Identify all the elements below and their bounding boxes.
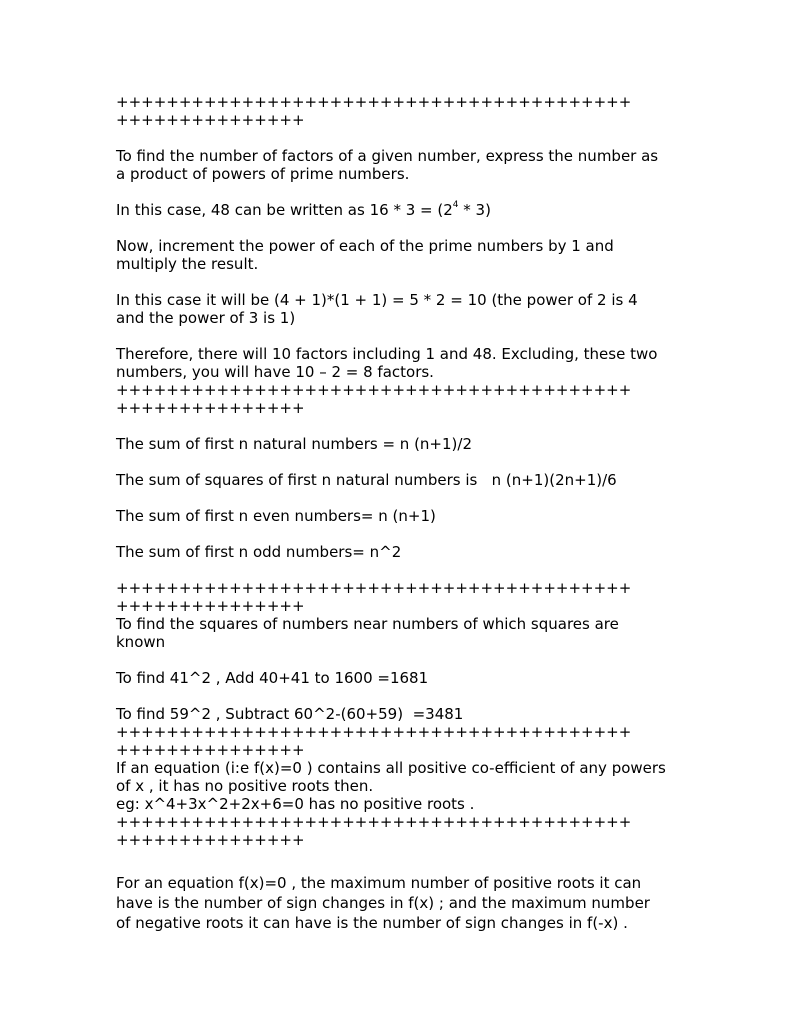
positive-coeff-text: of x , it has no positive roots then. <box>116 777 374 795</box>
sign-rule-text: For an equation f(x)=0 , the maximum number of positive roots it can <box>116 874 642 892</box>
squares-example: To find 59^2 , Subtract 60^2-(60+59) =3481 <box>116 705 464 723</box>
separator-line: +++++++++++++++ <box>116 741 305 759</box>
factors-case-text: * 3) <box>458 201 491 219</box>
separator-line: +++++++++++++++++++++++++++++++++++++++++ <box>116 723 632 741</box>
sign-rule-text: have is the number of sign changes in f(x) ; and the maximum number <box>116 894 650 912</box>
positive-coeff-text: If an equation (i:e f(x)=0 ) contains all positive co-efficient of any powers <box>116 759 666 777</box>
factors-case <box>116 201 686 219</box>
sum-odd: The sum of first n odd numbers= n^2 <box>116 543 402 561</box>
separator-line: +++++++++++++++++++++++++++++++++++++++++ <box>116 93 632 111</box>
positive-coeff-example: eg: x^4+3x^2+2x+6=0 has no positive roots . <box>116 795 475 813</box>
sum-natural: The sum of first n natural numbers = n (n+1)/2 <box>116 435 472 453</box>
squares-title: To find the squares of numbers near numbers of which squares are <box>116 615 619 633</box>
sign-rule-text: of negative roots it can have is the number of sign changes in f(-x) . <box>116 914 628 932</box>
factors-conclusion: numbers, you will have 10 – 2 = 8 factors. <box>116 363 434 381</box>
separator-line: +++++++++++++++++++++++++++++++++++++++++ <box>116 579 632 597</box>
sign-rule-paragraph <box>116 873 686 933</box>
factors-step: Now, increment the power of each of the prime numbers by 1 and <box>116 237 614 255</box>
separator-line: +++++++++++++++ <box>116 597 305 615</box>
separator-line: +++++++++++++++++++++++++++++++++++++++++ <box>116 381 632 399</box>
factors-intro: a product of powers of prime numbers. <box>116 165 410 183</box>
separator-line: +++++++++++++++ <box>116 399 305 417</box>
sum-squares: The sum of squares of first n natural numbers is n (n+1)(2n+1)/6 <box>116 471 617 489</box>
separator-line: +++++++++++++++ <box>116 831 305 849</box>
factors-result: and the power of 3 is 1) <box>116 309 296 327</box>
factors-case-text: In this case, 48 can be written as 16 * 3 = (2 <box>116 201 453 219</box>
document-page <box>116 93 686 933</box>
factors-conclusion: Therefore, there will 10 factors including 1 and 48. Excluding, these two <box>116 345 658 363</box>
squares-example: To find 41^2 , Add 40+41 to 1600 =1681 <box>116 669 429 687</box>
exponent: 4 <box>452 200 459 210</box>
separator-line: +++++++++++++++ <box>116 111 305 129</box>
factors-step: multiply the result. <box>116 255 259 273</box>
separator-line: +++++++++++++++++++++++++++++++++++++++++ <box>116 813 632 831</box>
factors-result: In this case it will be (4 + 1)*(1 + 1) = 5 * 2 = 10 (the power of 2 is 4 <box>116 291 638 309</box>
sum-even: The sum of first n even numbers= n (n+1) <box>116 507 436 525</box>
factors-intro: To find the number of factors of a given number, express the number as <box>116 147 659 165</box>
squares-title: known <box>116 633 166 651</box>
